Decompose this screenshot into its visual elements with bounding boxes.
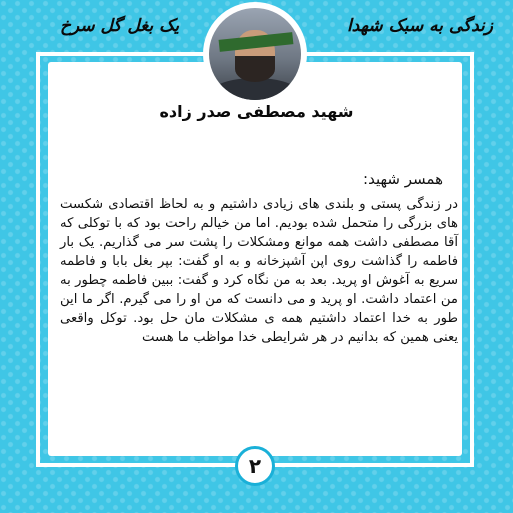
body-paragraph: در زندگی پستی و بلندی های زیادی داشتیم و به لحاظ اقتصادی شکست های بزرگی را متحمل شده بودیم. اما من خیالم راحت بود که با توکلی که آقا مصطفی داشت همه موانع ومشکلات را پشت سر می گذاریم. یک بار فاطمه را گذاشت روی اپن آشپزخانه و به او گفت: بپر بغل بابا و فاطمه سریع به آغوش او پرید. بعد به من نگاه کرد و گفت: ببین فاطمه چطور به من اعتماد داشت. او پرید و می دانست که من او را می گیرم. اگر ما این طور به خدا اعتماد داشتیم همه ی مشکلات مان حل بود. توکل واقعی یعنی همین که بدانیم در هر شرایطی خدا مواظب ما هست: [60, 197, 458, 345]
martyr-photo: [209, 8, 301, 100]
photo-beard: [235, 56, 275, 82]
section-title: همسر شهید:: [363, 170, 443, 188]
martyr-name: شهید مصطفی صدر زاده: [159, 102, 354, 121]
avatar: [205, 4, 305, 104]
header-title-right: زندگی به سبک شهدا: [346, 16, 493, 36]
page-number-badge: ۲: [235, 446, 275, 486]
header-title-left: یک بغل گل سرخ: [60, 16, 180, 36]
